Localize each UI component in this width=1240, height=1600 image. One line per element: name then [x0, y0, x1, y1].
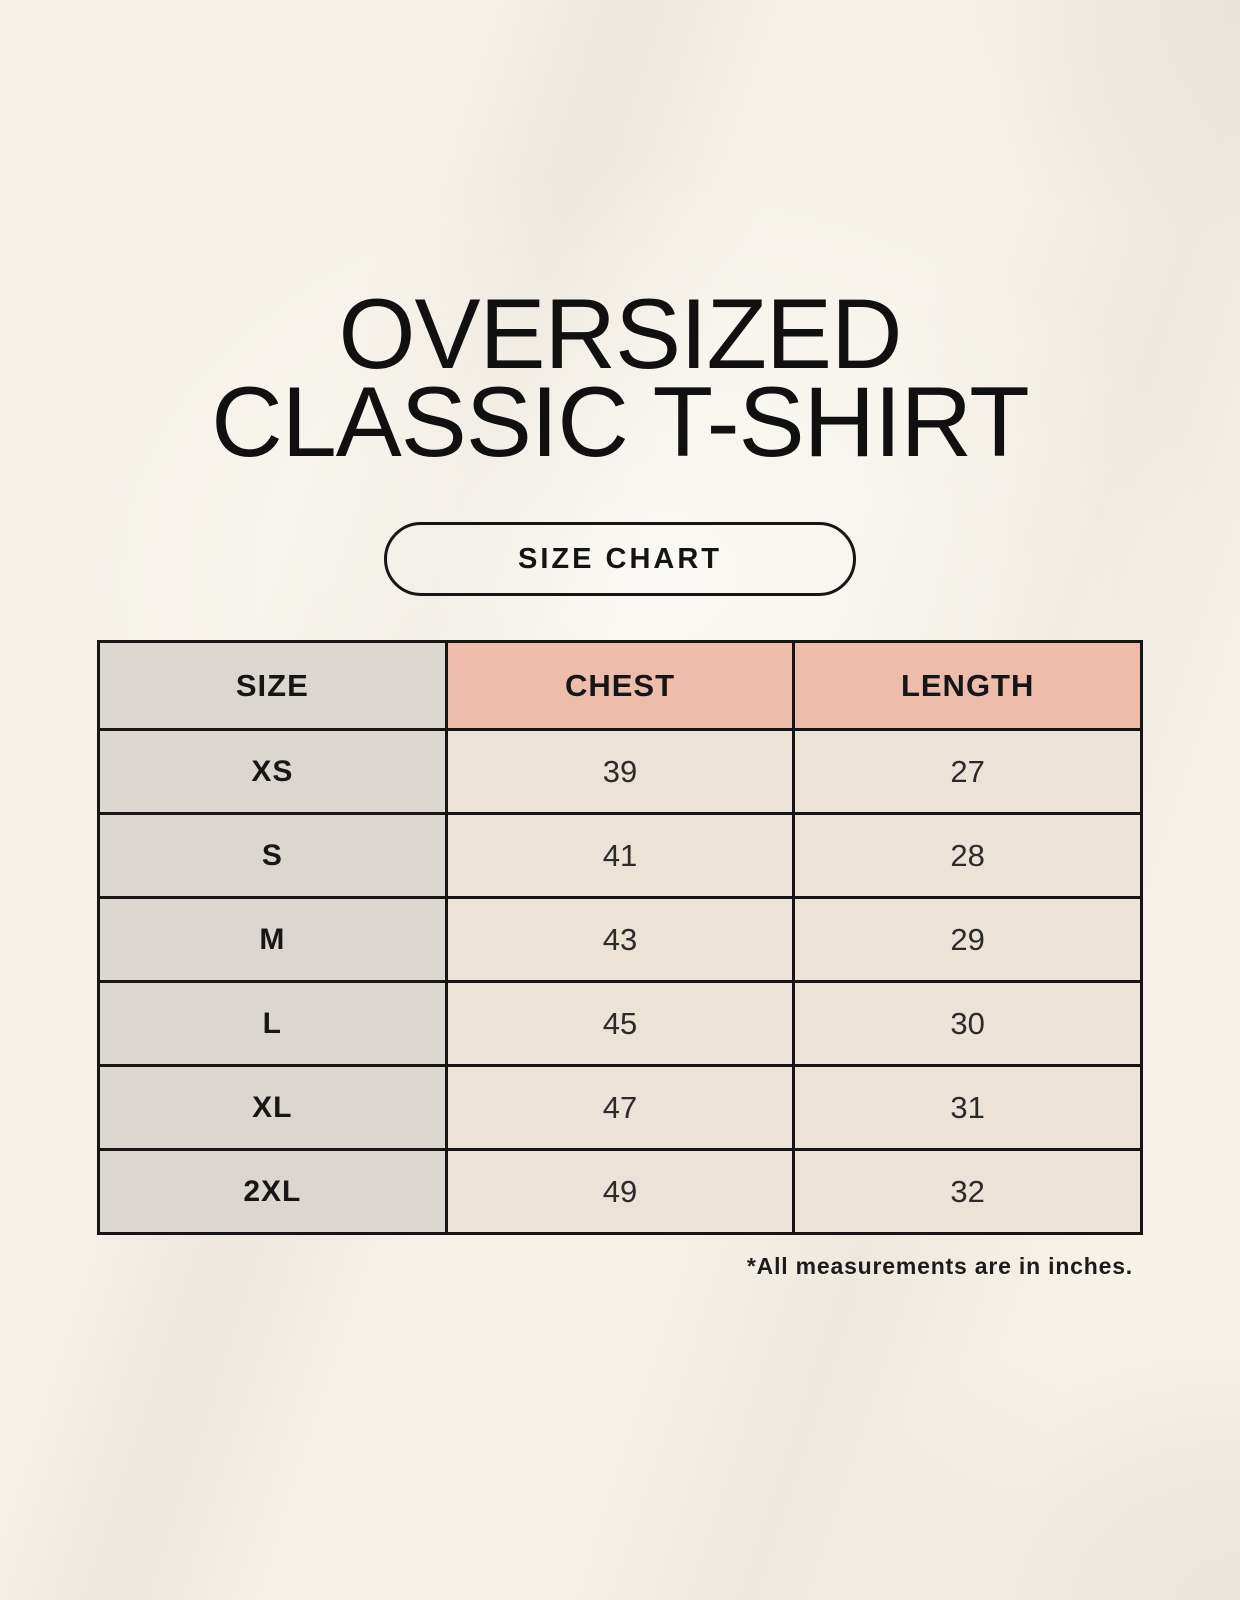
length-value: 30	[794, 982, 1142, 1066]
header-cell-chest: CHEST	[446, 642, 794, 730]
size-label: XS	[99, 730, 447, 814]
length-value: 32	[794, 1150, 1142, 1234]
length-value: 29	[794, 898, 1142, 982]
measurements-footnote: *All measurements are in inches.	[746, 1253, 1133, 1280]
header-cell-length: LENGTH	[794, 642, 1142, 730]
chest-value: 47	[446, 1066, 794, 1150]
size-chart-button-label: SIZE CHART	[518, 542, 722, 575]
page-title-line1: OVERSIZED	[338, 278, 902, 389]
chest-value: 49	[446, 1150, 794, 1234]
chest-value: 43	[446, 898, 794, 982]
header-row	[99, 642, 1142, 730]
size-chart-table-header	[99, 642, 1142, 730]
size-chart-table-body	[99, 730, 1142, 1234]
chest-value: 45	[446, 982, 794, 1066]
size-chart-table	[97, 640, 1143, 1235]
table-row-2xl	[99, 1150, 1142, 1234]
size-chart-button[interactable]	[384, 522, 856, 596]
header-cell-size: SIZE	[99, 642, 447, 730]
table-row-l	[99, 982, 1142, 1066]
length-value: 28	[794, 814, 1142, 898]
length-value: 27	[794, 730, 1142, 814]
table-row-m	[99, 898, 1142, 982]
size-label: 2XL	[99, 1150, 447, 1234]
table-row-xl	[99, 1066, 1142, 1150]
chest-value: 41	[446, 814, 794, 898]
size-label: L	[99, 982, 447, 1066]
size-label: S	[99, 814, 447, 898]
table-row-s	[99, 814, 1142, 898]
length-value: 31	[794, 1066, 1142, 1150]
table-row-xs	[99, 730, 1142, 814]
size-label: M	[99, 898, 447, 982]
size-label: XL	[99, 1066, 447, 1150]
page-title-line2: CLASSIC T-SHIRT	[211, 366, 1029, 478]
page-title	[0, 278, 1240, 478]
chest-value: 39	[446, 730, 794, 814]
